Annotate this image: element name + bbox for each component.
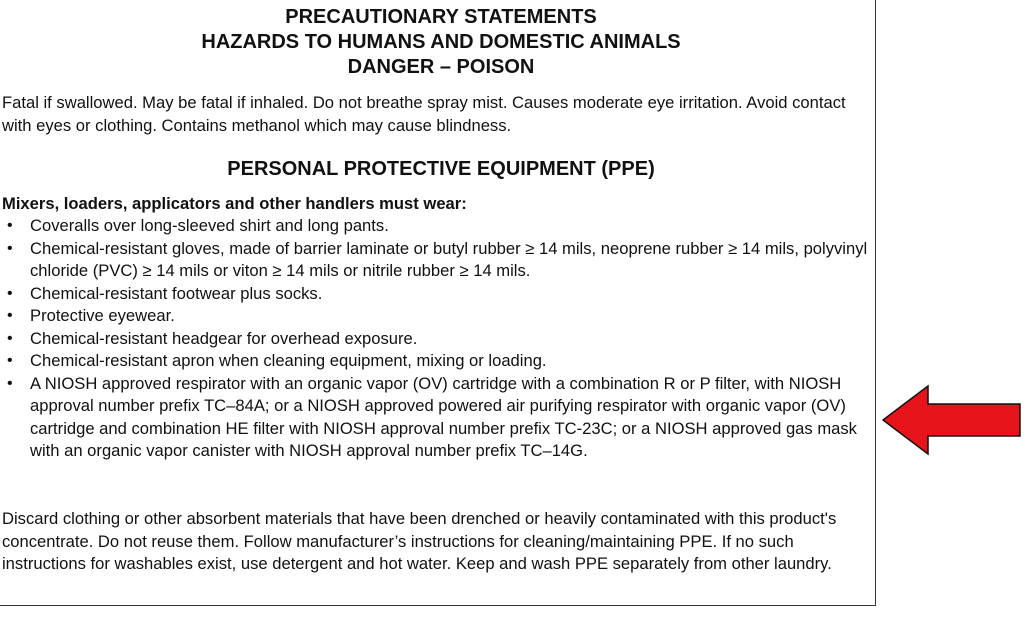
bullet: •	[7, 329, 13, 347]
list-item-text: Coveralls over long-sleeved shirt and long pants.	[30, 216, 389, 235]
list-item	[2, 283, 874, 306]
discard-instructions: Discard clothing or other absorbent materials that have been drenched or heavily contaminated with this product's concentrate. Do not reuse them. Follow manufacturer’s instructions for cleaning/maintaining PPE. If no such instructions for washables exist, use detergent and hot water. Keep and wash PPE separately from other laundry.	[2, 509, 837, 573]
ppe-list	[2, 215, 874, 463]
list-item	[2, 328, 874, 351]
precautionary-statements-heading: PRECAUTIONARY STATEMENTS	[285, 6, 597, 28]
bullet: •	[7, 374, 13, 392]
hazards-heading: HAZARDS TO HUMANS AND DOMESTIC ANIMALS	[201, 31, 681, 53]
danger-poison-heading: DANGER – POISON	[347, 56, 535, 78]
list-item	[2, 215, 874, 238]
bullet: •	[7, 217, 13, 234]
list-item-text: Chemical-resistant footwear plus socks.	[30, 283, 323, 303]
bullet: •	[7, 239, 13, 257]
list-item-text: A NIOSH approved respirator with an organic vapor (OV) cartridge with a combination R or P filter, with NIOSH approval number prefix TC–84A; or a NIOSH approved powered air purifying respirator with organic vapor (OV) cartridge and combination HE filter with NIOSH approval number prefix TC-23C; or a NIOSH approved gas mask with an organic vapor canister with NIOSH approval number prefix TC–14G.	[30, 373, 857, 460]
list-item-text: Chemical-resistant apron when cleaning equipment, mixing or loading.	[30, 351, 547, 370]
arrow-polygon	[883, 386, 1020, 454]
list-item	[2, 238, 874, 283]
list-item	[2, 305, 874, 328]
list-item-text: Chemical-resistant headgear for overhead exposure.	[30, 328, 418, 348]
left-arrow-shape	[882, 384, 1022, 456]
bullet: •	[7, 284, 13, 302]
list-item	[2, 373, 874, 463]
hazard-statement: Fatal if swallowed. May be fatal if inhaled. Do not breathe spray mist. Causes moderate eye irritation. Avoid contact with eyes or clothing. Contains methanol which may cause blindness.	[2, 93, 846, 135]
bullet: •	[7, 352, 13, 369]
handlers-requirement-intro: Mixers, loaders, applicators and other handlers must wear:	[2, 194, 467, 213]
ppe-heading: PERSONAL PROTECTIVE EQUIPMENT (PPE)	[227, 158, 655, 180]
left-arrow-icon	[882, 384, 1022, 456]
list-item-text: Protective eyewear.	[30, 306, 175, 325]
bullet: •	[7, 307, 13, 324]
list-item	[2, 350, 874, 373]
list-item-text: Chemical-resistant gloves, made of barrier laminate or butyl rubber ≥ 14 mils, neoprene rubber ≥ 14 mils, polyvinyl chloride (PVC) ≥ 14 mils or viton ≥ 14 mils or nitrile rubber ≥ 14 mils.	[30, 238, 868, 280]
